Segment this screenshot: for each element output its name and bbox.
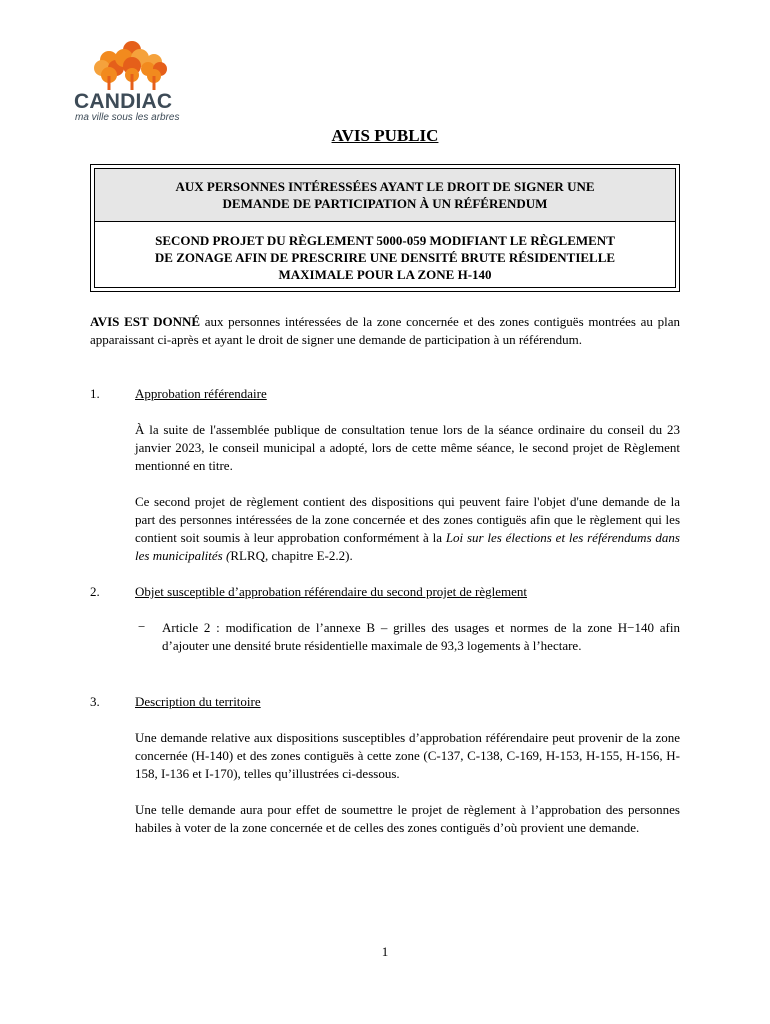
page-title: AVIS PUBLIC <box>331 126 439 145</box>
section-3-paragraph-2: Une telle demande aura pour effet de soumettre le projet de règlement à l’approbation des personnes habiles à voter de la zone concernée et de celles des zones contiguës d’où provient une demande. <box>135 802 680 835</box>
logo-wordmark: CANDIAC <box>74 90 173 113</box>
law-title: Loi sur les élections et les référendums dans les municipalités ( <box>135 530 680 563</box>
section-3-paragraph-1: Une demande relative aux dispositions susceptibles d’approbation référendaire peut provenir de la zone concernée (H-140) et des zones contiguës à cette zone (C-137, C-138, C-169, H-153, H-155, H-156, H-158, I-136 et I-170), telles qu’illustrées ci-dessous. <box>135 730 680 781</box>
intro-text: aux personnes intéressées de la zone concernée et des zones contiguës montrées au plan apparaissant ci-après et ayant le droit de signer une demande de participation à un référendum. <box>90 314 680 347</box>
logo-tagline: ma ville sous les arbres <box>75 112 180 123</box>
header-box-inner <box>94 168 676 288</box>
header-box-subtitle <box>95 178 675 212</box>
section-2-item: Article 2 : modification de l’annexe B – grilles des usages et normes de la zone H−140 afin d’ajouter une densité brute résidentielle maximale de 93,3 logements à l’hectare. <box>162 620 680 653</box>
intro-lead: AVIS EST DONNÉ <box>90 314 201 329</box>
bullet-dash: − <box>138 619 146 634</box>
section-1-paragraph-1: À la suite de l'assemblée publique de consultation tenue lors de la séance ordinaire du conseil du 23 janvier 2023, le conseil municipal a adopté, lors de cette même séance, le second projet de Règlement mentionné en titre. <box>135 422 680 473</box>
section-1-heading: Approbation référendaire <box>135 386 267 401</box>
section-1-paragraph-2 <box>135 493 680 565</box>
section-2-heading: Objet susceptible d’approbation référendaire du second projet de règlement <box>135 584 528 599</box>
header-line-4: DE ZONAGE AFIN DE PRESCRIRE UNE DENSITÉ BRUTE RÉSIDENTIELLE <box>154 250 616 265</box>
section-3-number: 3. <box>90 694 100 709</box>
section-3-heading: Description du territoire <box>135 694 261 709</box>
intro-paragraph <box>90 313 680 349</box>
section-2-number: 2. <box>90 584 100 599</box>
section-1-p2-text: Ce second projet de règlement contient des dispositions qui peuvent faire l'objet d'une demande de la part des personnes intéressées de la zone concernée et des zones contiguës afin que le règlement qui les contient soit soumis à leur approbation conformément à la <box>135 494 680 545</box>
header-line-1: AUX PERSONNES INTÉRESSÉES AYANT LE DROIT DE SIGNER UNE <box>175 179 595 194</box>
page-number: 1 <box>381 944 389 959</box>
header-line-5: MAXIMALE POUR LA ZONE H-140 <box>278 267 492 282</box>
section-1-number: 1. <box>90 386 100 401</box>
header-box-regulation <box>95 232 675 283</box>
header-line-3: SECOND PROJET DU RÈGLEMENT 5000-059 MODIFIANT LE RÈGLEMENT <box>155 233 615 248</box>
header-box <box>90 164 680 292</box>
header-line-2: DEMANDE DE PARTICIPATION À UN RÉFÉRENDUM <box>222 196 548 211</box>
section-1-p2-ref: RLRQ, chapitre E-2.2). <box>230 548 353 563</box>
